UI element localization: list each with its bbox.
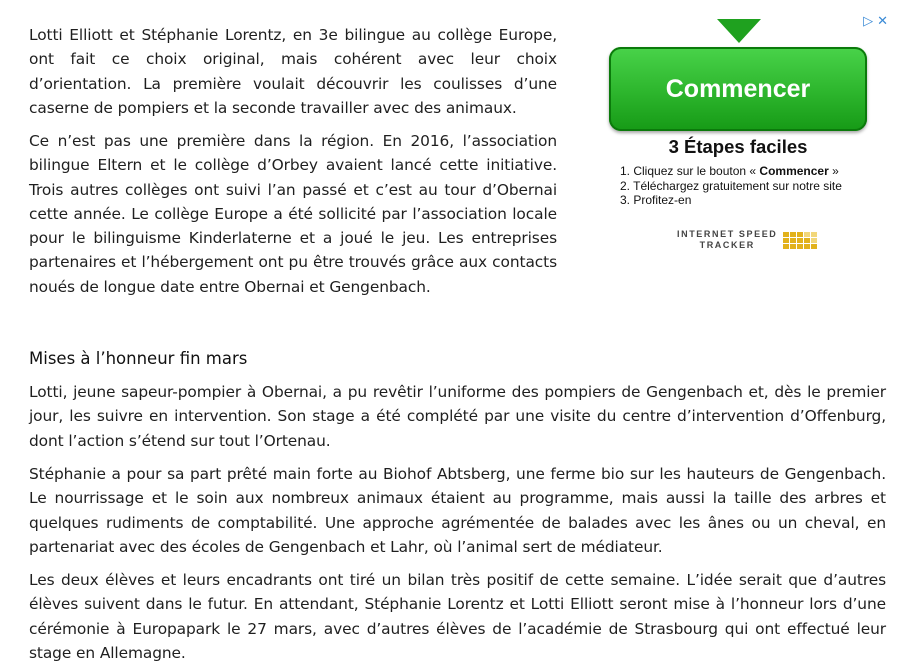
brand-logo[interactable] bbox=[677, 229, 817, 251]
step-1 bbox=[620, 164, 842, 179]
speed-grid-icon bbox=[783, 232, 817, 249]
article-paragraph-3: Lotti, jeune sapeur-pompier à Obernai, a pu revêtir l’uniforme des pompiers de Gengenbach et, dès le premier jour, les suivre en intervention. Son stage a été complété par une visite du centre d’intervention d’Offenburg, dont l’action s’étend sur tout l’Ortenau. bbox=[29, 383, 886, 450]
step-2: 2. Téléchargez gratuitement sur notre site bbox=[620, 178, 842, 193]
article-paragraph-4: Stéphanie a pour sa part prêté main forte au Biohof Abtsberg, une ferme bio sur les hauteurs de Gengenbach. Le nourrissage et le soin aux nombreux animaux étaient au programme, mais aussi la taille des arbres et quelques rudiments de comptabilité. Une approche agrémentée de balades avec les ânes ou un cheval, en partenariat avec des écoles de Gengenbach et Lahr, où l’animal sert de médiateur. bbox=[29, 465, 886, 556]
step-1-suffix: » bbox=[828, 164, 839, 178]
step-3: 3. Profitez-en bbox=[620, 193, 692, 207]
steps-title: 3 Étapes faciles bbox=[668, 136, 808, 157]
brand-line-2: TRACKER bbox=[699, 240, 755, 250]
ad-badges bbox=[863, 14, 888, 29]
advertisement[interactable] bbox=[600, 10, 890, 260]
article-paragraph-2: Ce n’est pas une première dans la région. En 2016, l’association bilingue Eltern et le collège d’Orbey avaient lancé cette initiative. Trois autres collèges ont suivi l’an passé et c’est au tour d’Obernai cette année. Le collège Europe a été sollicité par l’association locale pour le bilinguisme Kinderlaterne et a joué le jeu. Les entreprises partenaires et l’hébergement ont pu être trouvés grâce aux contacts noués de longue date entre Obernai et Gengenbach. bbox=[29, 132, 557, 296]
close-icon[interactable]: ✕ bbox=[877, 14, 888, 29]
article-paragraph-1: Lotti Elliott et Stéphanie Lorentz, en 3e bilingue au collège Europe, ont fait ce choix original, mais cohérent avec leur choix d’orientation. La première voulait découvrir les coulisses d’une caserne de pompiers et la seconde travailler avec des animaux. bbox=[29, 26, 557, 117]
section-heading: Mises à l’honneur fin mars bbox=[29, 349, 248, 368]
brand-line-1: INTERNET SPEED bbox=[677, 229, 778, 239]
steps-list bbox=[620, 164, 842, 208]
step-1-bold: Commencer bbox=[759, 164, 829, 178]
adchoices-icon[interactable]: ▷ bbox=[863, 14, 874, 29]
commencer-button[interactable]: Commencer bbox=[609, 47, 867, 131]
article-paragraph-5: Les deux élèves et leurs encadrants ont tiré un bilan très positif de cette semaine. L’idée serait que d’autres élèves suivent dans le futur. En attendant, Stéphanie Lorentz et Lotti Elliott seront mise à l’honneur lors d’une cérémonie à Europapark le 27 mars, avec d’autres élèves de l’académie de Strasbourg qui ont effectué leur stage en Allemagne. bbox=[29, 571, 886, 662]
arrow-down-icon bbox=[717, 19, 761, 43]
brand-text bbox=[677, 229, 777, 251]
step-1-text: 1. Cliquez sur le bouton « bbox=[620, 164, 760, 178]
